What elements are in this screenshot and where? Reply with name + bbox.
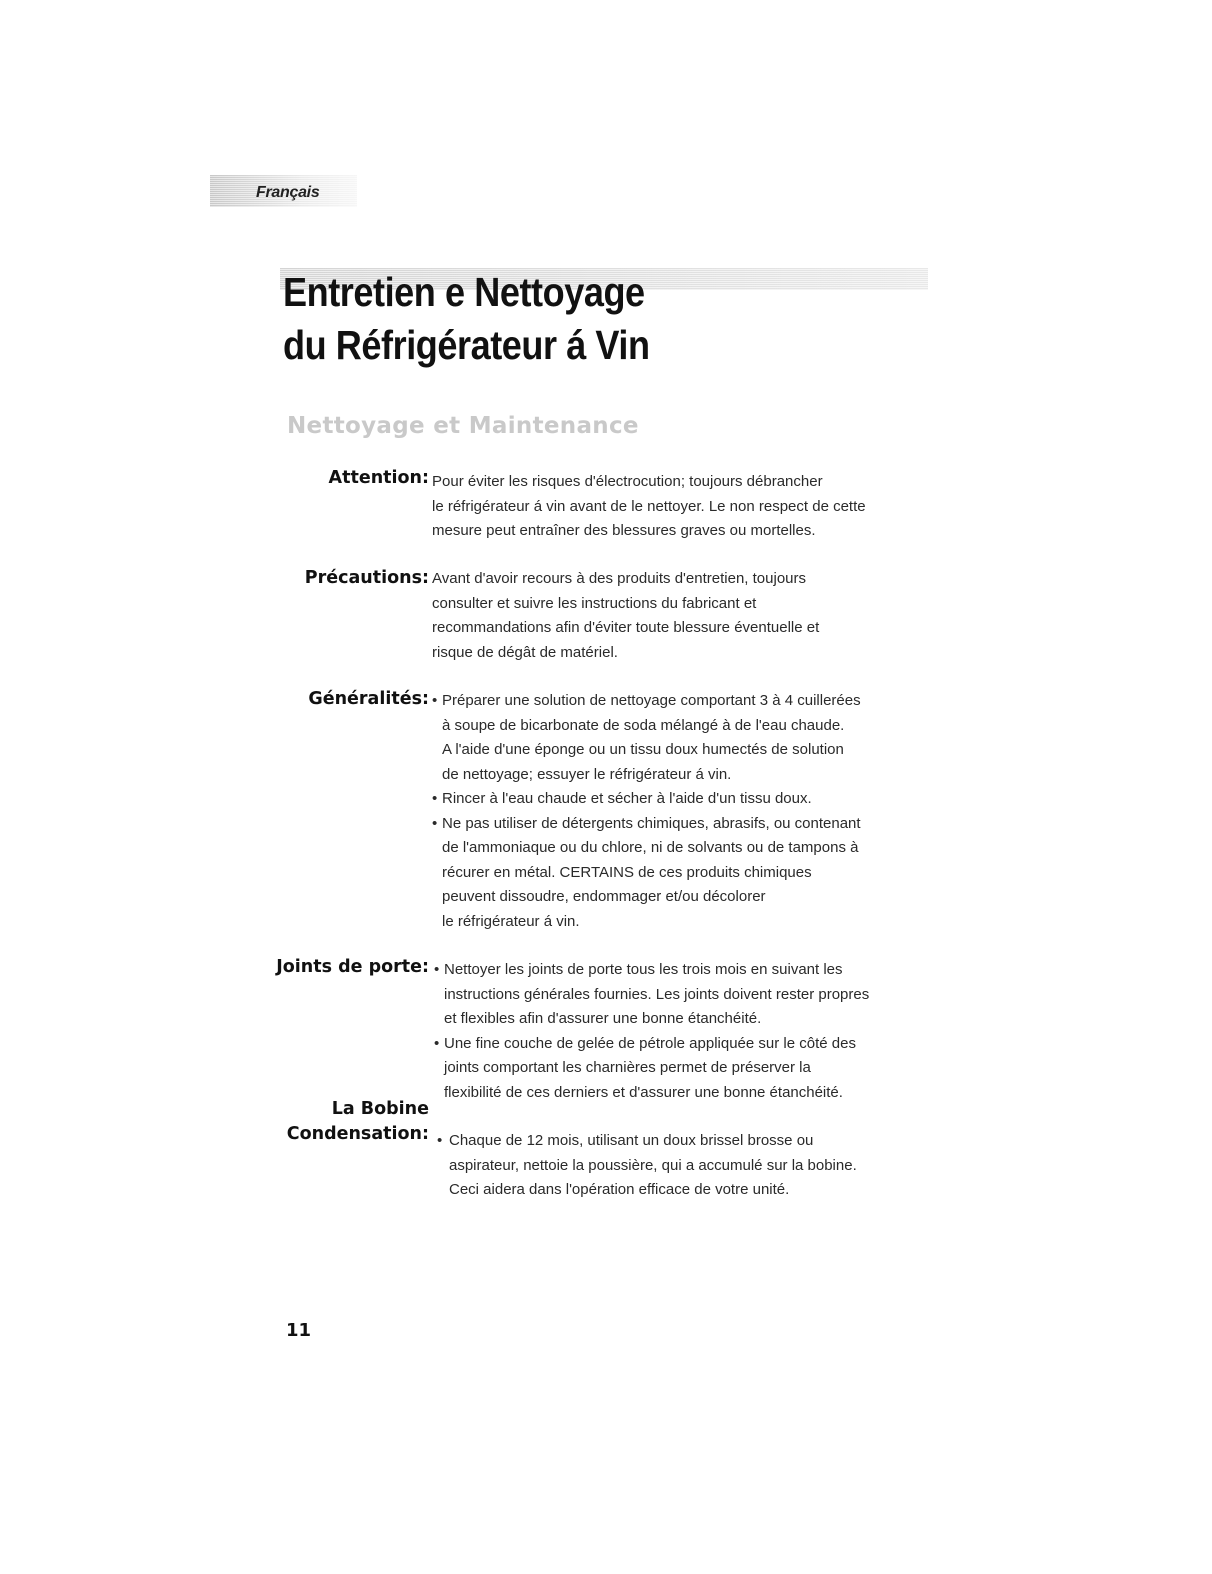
text-line: Une fine couche de gelée de pétrole appliquée sur le côté des [444, 1034, 856, 1052]
page-number: 11 [286, 1320, 312, 1341]
joints-label: Joints de porte: [276, 957, 429, 977]
text-line: de l'ammoniaque ou du chlore, ni de solvants ou de tampons à [442, 839, 859, 856]
text-line: le réfrigérateur á vin avant de le nettoyer. Le non respect de cette [432, 497, 866, 515]
bullet-icon: • [432, 790, 438, 807]
text-line: Avant d'avoir recours à des produits d'entretien, toujours [432, 570, 806, 587]
bullet-icon: • [432, 692, 438, 709]
text-line: peuvent dissoudre, endommager et/ou décolorer [442, 888, 766, 905]
bobine-label-line-1: La Bobine [331, 1099, 429, 1119]
text-line: Préparer une solution de nettoyage comportant 3 à 4 cuillerées [442, 692, 861, 709]
bullet-icon: • [434, 1034, 440, 1052]
list-item [437, 1129, 857, 1203]
text-line: Chaque de 12 mois, utilisant un doux brissel brosse ou [449, 1132, 814, 1149]
text-line: mesure peut entraîner des blessures graves ou mortelles. [432, 522, 816, 539]
text-line: consulter et suivre les instructions du fabricant et [432, 594, 757, 612]
text-line: joints comportant les charnières permet de préserver la [444, 1059, 811, 1076]
attention-label: Attention: [328, 468, 429, 488]
text-line: aspirateur, nettoie la poussière, qui a accumulé sur la bobine. [449, 1156, 857, 1174]
page-title [283, 266, 650, 372]
precautions-text [432, 567, 819, 665]
text-line: et flexibles afin d'assurer une bonne étanchéité. [444, 1010, 762, 1027]
text-line: récurer en métal. CERTAINS de ces produits chimiques [442, 863, 812, 881]
page-title-line-2: du Réfrigérateur á Vin [283, 322, 650, 368]
generalites-label: Généralités: [308, 689, 429, 709]
bullet-icon: • [432, 814, 438, 832]
bobine-label [287, 1097, 429, 1147]
attention-text [432, 470, 866, 544]
text-line: Nettoyer les joints de porte tous les trois mois en suivant les [444, 961, 843, 978]
text-line: flexibilité de ces derniers et d'assurer une bonne étanchéité. [444, 1083, 843, 1101]
language-label: Français [256, 184, 320, 201]
text-line: instructions générales fournies. Les joints doivent rester propres [444, 985, 870, 1003]
bobine-label-line-2: Condensation: [286, 1124, 429, 1144]
bullet-icon: • [437, 1132, 443, 1149]
text-line: A l'aide d'une éponge ou un tissu doux humectés de solution [442, 741, 844, 758]
text-line: recommandations afin d'éviter toute blessure éventuelle et [432, 619, 820, 636]
text-line: Pour éviter les risques d'électrocution; toujours débrancher [432, 473, 823, 490]
text-line: Rincer à l'eau chaude et sécher à l'aide d'un tissu doux. [442, 790, 812, 807]
generalites-list [432, 689, 861, 934]
text-line: Ceci aidera dans l'opération efficace de votre unité. [449, 1181, 790, 1198]
text-line: de nettoyage; essuyer le réfrigérateur á vin. [442, 765, 732, 783]
text-line: risque de dégât de matériel. [432, 643, 618, 661]
section-subheading: Nettoyage et Maintenance [287, 413, 639, 439]
page-title-line-1: Entretien e Nettoyage [283, 269, 645, 315]
precautions-label: Précautions: [304, 568, 429, 588]
list-item [434, 958, 869, 1032]
list-item [432, 812, 861, 935]
bullet-icon: • [434, 961, 440, 978]
bobine-text [437, 1129, 857, 1203]
text-line: le réfrigérateur á vin. [442, 912, 580, 930]
text-line: à soupe de bicarbonate de soda mélangé à de l'eau chaude. [442, 716, 845, 734]
list-item [432, 787, 861, 812]
text-line: Ne pas utiliser de détergents chimiques, abrasifs, ou contenant [442, 814, 861, 832]
list-item [432, 689, 861, 787]
list-item [434, 1032, 869, 1106]
joints-list [434, 958, 869, 1105]
